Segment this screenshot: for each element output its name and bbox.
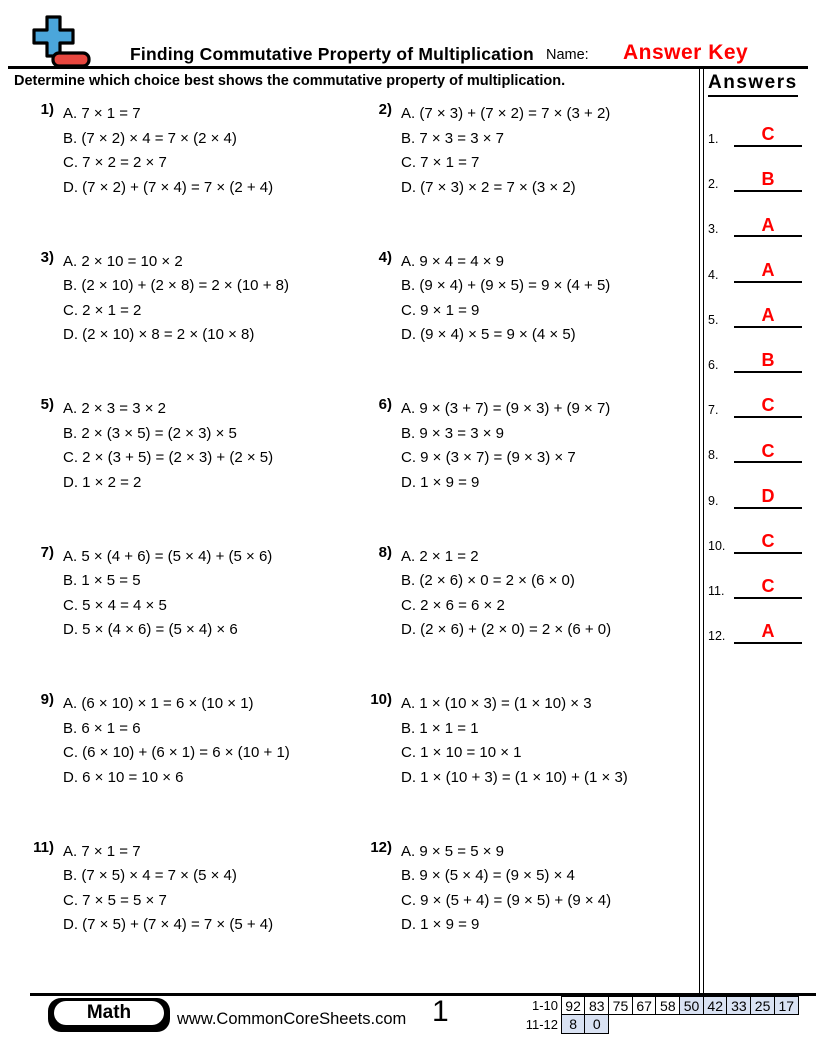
question-number: 2) bbox=[378, 101, 392, 118]
choice-d: D. (7 × 5) + (7 × 4) = 7 × (5 + 4) bbox=[63, 916, 274, 933]
choice-c: C. 7 × 2 = 2 × 7 bbox=[63, 154, 167, 171]
score-cell: 33 bbox=[726, 996, 751, 1015]
score-cell: 17 bbox=[774, 996, 799, 1015]
question-number: 9) bbox=[40, 691, 54, 708]
choice-d: D. (7 × 2) + (7 × 4) = 7 × (2 + 4) bbox=[63, 178, 274, 196]
choice-b: B. 6 × 1 = 6 bbox=[63, 719, 141, 737]
answer-item bbox=[708, 525, 808, 554]
answers-list bbox=[708, 118, 808, 660]
answer-letter: C bbox=[761, 576, 775, 597]
answer-blank bbox=[734, 570, 802, 599]
answer-letter: B bbox=[761, 169, 775, 190]
name-label: Name: bbox=[546, 47, 589, 63]
choice-b: B. 7 × 3 = 3 × 7 bbox=[401, 129, 504, 147]
choices bbox=[63, 545, 272, 693]
choice-c: C. 5 × 4 = 4 × 5 bbox=[63, 596, 167, 614]
answer-item bbox=[708, 118, 808, 147]
answer-item bbox=[708, 163, 808, 192]
question-number: 10) bbox=[370, 691, 392, 708]
score-cell: 67 bbox=[632, 996, 657, 1015]
instruction-text: Determine which choice best shows the commutative property of multiplication. bbox=[14, 73, 566, 89]
answers-panel bbox=[708, 72, 808, 660]
answer-blank bbox=[734, 208, 802, 237]
question-number: 12) bbox=[370, 838, 392, 856]
answer-blank bbox=[734, 118, 802, 147]
answer-number: 5. bbox=[708, 312, 719, 327]
question-number: 4) bbox=[378, 248, 392, 266]
answer-item bbox=[708, 434, 808, 463]
answers-divider bbox=[699, 69, 704, 993]
question-number: 11) bbox=[33, 838, 54, 856]
score-cell: 8 bbox=[561, 1014, 586, 1035]
score-cell: 42 bbox=[703, 996, 728, 1015]
choice-a: A. 7 × 1 = 7 bbox=[63, 842, 141, 860]
answer-letter: A bbox=[761, 621, 775, 642]
choice-d: D. (7 × 3) × 2 = 7 × (3 × 2) bbox=[401, 178, 576, 196]
score-cell: 83 bbox=[584, 996, 609, 1015]
choice-b: B. (2 × 6) × 0 = 2 × (6 × 0) bbox=[401, 572, 575, 589]
choice-a: A. 9 × 4 = 4 × 9 bbox=[401, 252, 504, 270]
choice-c: C. (6 × 10) + (6 × 1) = 6 × (10 + 1) bbox=[63, 744, 290, 761]
answer-item bbox=[708, 570, 808, 599]
choice-d: D. (2 × 10) × 8 = 2 × (10 × 8) bbox=[63, 326, 255, 343]
answer-blank bbox=[734, 434, 802, 463]
choice-a: A. 9 × 5 = 5 × 9 bbox=[401, 842, 504, 860]
answer-blank bbox=[734, 254, 802, 283]
choice-a: A. 7 × 1 = 7 bbox=[63, 105, 141, 122]
answer-letter: D bbox=[761, 485, 775, 506]
question-3 bbox=[28, 250, 366, 398]
choice-b: B. (7 × 2) × 4 = 7 × (2 × 4) bbox=[63, 129, 237, 147]
choice-c: C. 1 × 10 = 10 × 1 bbox=[401, 744, 522, 761]
choices bbox=[401, 250, 610, 398]
answer-blank bbox=[734, 480, 802, 509]
score-cell: 75 bbox=[608, 996, 633, 1015]
score-cell: 92 bbox=[561, 996, 586, 1015]
score-cell: 58 bbox=[655, 996, 680, 1015]
choice-a: A. 5 × (4 + 6) = (5 × 4) + (5 × 6) bbox=[63, 547, 273, 565]
choice-a: A. 9 × (3 + 7) = (9 × 3) + (9 × 7) bbox=[401, 400, 611, 417]
answer-number: 9. bbox=[708, 493, 719, 508]
name-value-answer-key: Answer Key bbox=[623, 41, 749, 64]
question-2 bbox=[366, 102, 693, 250]
choice-d: D. 1 × 9 = 9 bbox=[401, 473, 480, 491]
answer-letter: C bbox=[761, 440, 775, 461]
choice-c: C. 2 × (3 + 5) = (2 × 3) + (2 × 5) bbox=[63, 449, 274, 466]
choice-d: D. 1 × 9 = 9 bbox=[401, 916, 480, 933]
question-7 bbox=[28, 545, 366, 693]
answer-item bbox=[708, 208, 808, 237]
choice-d: D. 1 × (10 + 3) = (1 × 10) + (1 × 3) bbox=[401, 768, 628, 786]
answer-number: 6. bbox=[708, 357, 719, 372]
answer-blank bbox=[734, 615, 802, 644]
answer-item bbox=[708, 299, 808, 328]
score-row-label: 1-10 bbox=[531, 998, 558, 1013]
choice-b: B. (9 × 4) + (9 × 5) = 9 × (4 + 5) bbox=[401, 277, 611, 294]
subject-badge bbox=[48, 998, 170, 1032]
choices bbox=[63, 250, 289, 398]
answer-number: 4. bbox=[708, 267, 719, 282]
choice-a: A. 2 × 10 = 10 × 2 bbox=[63, 252, 183, 270]
answer-blank bbox=[734, 163, 802, 192]
choices bbox=[401, 397, 610, 545]
choice-c: C. 2 × 6 = 6 × 2 bbox=[401, 596, 505, 614]
answer-blank bbox=[734, 525, 802, 554]
choice-b: B. 1 × 5 = 5 bbox=[63, 572, 141, 589]
choices bbox=[63, 840, 273, 988]
answer-number: 10. bbox=[708, 538, 726, 553]
choice-b: B. 9 × 3 = 3 × 9 bbox=[401, 424, 504, 442]
answer-number: 8. bbox=[708, 448, 719, 463]
answer-letter: B bbox=[761, 350, 775, 371]
question-8 bbox=[366, 545, 693, 693]
question-9 bbox=[28, 692, 366, 840]
choice-c: C. 2 × 1 = 2 bbox=[63, 301, 142, 319]
answer-number: 12. bbox=[708, 629, 726, 644]
choice-d: D. 1 × 2 = 2 bbox=[63, 473, 142, 491]
answer-letter: A bbox=[761, 259, 775, 280]
answer-number: 1. bbox=[708, 132, 719, 146]
choice-c: C. 9 × (3 × 7) = (9 × 3) × 7 bbox=[401, 449, 576, 466]
question-number: 5) bbox=[40, 396, 54, 413]
choice-d: D. (2 × 6) + (2 × 0) = 2 × (6 + 0) bbox=[401, 621, 612, 638]
answer-letter: A bbox=[761, 214, 775, 235]
subject-badge-inner bbox=[54, 1001, 164, 1025]
choices bbox=[401, 102, 610, 250]
question-1 bbox=[28, 102, 366, 250]
choice-b: B. 2 × (3 × 5) = (2 × 3) × 5 bbox=[63, 424, 237, 442]
answer-item bbox=[708, 480, 808, 509]
answer-letter: C bbox=[761, 530, 775, 551]
answer-blank bbox=[734, 389, 802, 418]
answer-blank bbox=[734, 299, 802, 328]
answer-number: 11. bbox=[708, 583, 725, 598]
choices bbox=[401, 840, 611, 988]
choice-d: D. (9 × 4) × 5 = 9 × (4 × 5) bbox=[401, 326, 576, 343]
question-12 bbox=[366, 840, 693, 988]
page-number: 1 bbox=[432, 995, 449, 1028]
question-11 bbox=[28, 840, 366, 988]
choices bbox=[401, 545, 611, 693]
choice-a: A. 2 × 1 = 2 bbox=[401, 547, 479, 565]
question-10 bbox=[366, 692, 693, 840]
score-row-1 bbox=[512, 996, 799, 1015]
answer-item bbox=[708, 389, 808, 418]
question-number: 8) bbox=[378, 543, 392, 561]
answer-letter: A bbox=[761, 304, 775, 325]
choice-b: B. 9 × (5 × 4) = (9 × 5) × 4 bbox=[401, 867, 575, 884]
score-row-label: 11-12 bbox=[525, 1017, 558, 1032]
choices bbox=[63, 102, 273, 250]
choice-d: D. 6 × 10 = 10 × 6 bbox=[63, 768, 184, 786]
question-number: 1) bbox=[40, 101, 54, 118]
commoncoresheets-logo-icon bbox=[26, 13, 98, 71]
choice-a: A. (7 × 3) + (7 × 2) = 7 × (3 + 2) bbox=[401, 105, 611, 122]
page-title: Finding Commutative Property of Multiplication bbox=[130, 44, 534, 64]
answer-number: 2. bbox=[708, 177, 719, 192]
choice-c: C. 9 × 1 = 9 bbox=[401, 301, 480, 319]
question-6 bbox=[366, 397, 693, 545]
answer-blank bbox=[734, 344, 802, 373]
answer-number: 3. bbox=[708, 222, 719, 237]
answer-item bbox=[708, 254, 808, 283]
answers-title: Answers bbox=[708, 72, 798, 97]
score-cell: 50 bbox=[679, 996, 704, 1015]
question-number: 6) bbox=[378, 396, 392, 413]
score-cell: 0 bbox=[584, 1014, 609, 1035]
choice-b: B. (7 × 5) × 4 = 7 × (5 × 4) bbox=[63, 867, 237, 884]
choice-d: D. 5 × (4 × 6) = (5 × 4) × 6 bbox=[63, 621, 238, 638]
header-rule bbox=[8, 66, 808, 69]
answer-item bbox=[708, 615, 808, 644]
score-row-2 bbox=[512, 1015, 799, 1034]
choice-a: A. (6 × 10) × 1 = 6 × (10 × 1) bbox=[63, 695, 254, 712]
score-cell: 25 bbox=[750, 996, 775, 1015]
subject-label: Math bbox=[86, 1002, 132, 1023]
question-number: 7) bbox=[40, 543, 54, 561]
choice-b: B. (2 × 10) + (2 × 8) = 2 × (10 + 8) bbox=[63, 277, 289, 294]
question-5 bbox=[28, 397, 366, 545]
score-table bbox=[512, 996, 799, 1034]
choice-a: A. 1 × (10 × 3) = (1 × 10) × 3 bbox=[401, 695, 592, 712]
answer-number: 7. bbox=[708, 403, 719, 418]
question-number: 3) bbox=[40, 248, 54, 266]
choice-c: C. 7 × 1 = 7 bbox=[401, 154, 480, 171]
choice-c: C. 7 × 5 = 5 × 7 bbox=[63, 891, 167, 909]
answer-letter: C bbox=[761, 124, 775, 145]
choice-b: B. 1 × 1 = 1 bbox=[401, 719, 479, 737]
choices bbox=[63, 397, 273, 545]
answer-item bbox=[708, 344, 808, 373]
questions-grid bbox=[28, 102, 693, 987]
website-url: www.CommonCoreSheets.com bbox=[177, 1010, 407, 1028]
question-4 bbox=[366, 250, 693, 398]
choices bbox=[401, 692, 628, 840]
choice-a: A. 2 × 3 = 3 × 2 bbox=[63, 400, 166, 417]
choices bbox=[63, 692, 290, 840]
answer-letter: C bbox=[761, 395, 775, 416]
choice-c: C. 9 × (5 + 4) = (9 × 5) + (9 × 4) bbox=[401, 891, 612, 909]
